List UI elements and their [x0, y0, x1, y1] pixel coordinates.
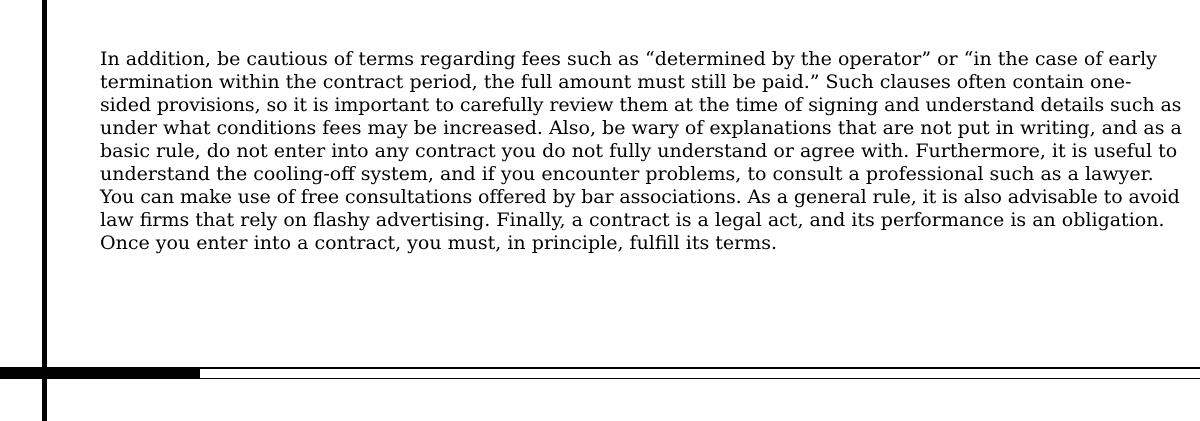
paragraph-line: You can make use of free consultations offered by bar associations. As a general rule, it is also advisable to avoid: [100, 186, 1180, 208]
paragraph-line: In addition, be cautious of terms regarding fees such as “determined by the operator” or “in the case of early: [100, 48, 1157, 70]
paragraph-line: basic rule, do not enter into any contract you do not fully understand or agree with. Furthermore, it is useful to: [100, 140, 1178, 162]
body-paragraph: [100, 48, 1182, 255]
paragraph-line: sided provisions, so it is important to carefully review them at the time of signing and understand details such as: [100, 94, 1182, 116]
thick-horizontal-rule: [0, 367, 200, 379]
paragraph-line: law firms that rely on flashy advertising. Finally, a contract is a legal act, and its performance is an obligation.: [100, 209, 1165, 231]
thin-horizontal-rule-top: [200, 367, 1200, 369]
paragraph-line: termination within the contract period, the full amount must still be paid.” Such clauses often contain one-: [100, 71, 1132, 93]
paragraph-line: understand the cooling-off system, and if you encounter problems, to consult a professional such as a lawyer.: [100, 163, 1154, 185]
paragraph-line: under what conditions fees may be increased. Also, be wary of explanations that are not put in writing, and as a: [100, 117, 1182, 139]
thin-horizontal-rule-bottom: [200, 378, 1200, 379]
vertical-rule: [42, 0, 47, 421]
paragraph-line: Once you enter into a contract, you must, in principle, fulfill its terms.: [100, 232, 778, 254]
